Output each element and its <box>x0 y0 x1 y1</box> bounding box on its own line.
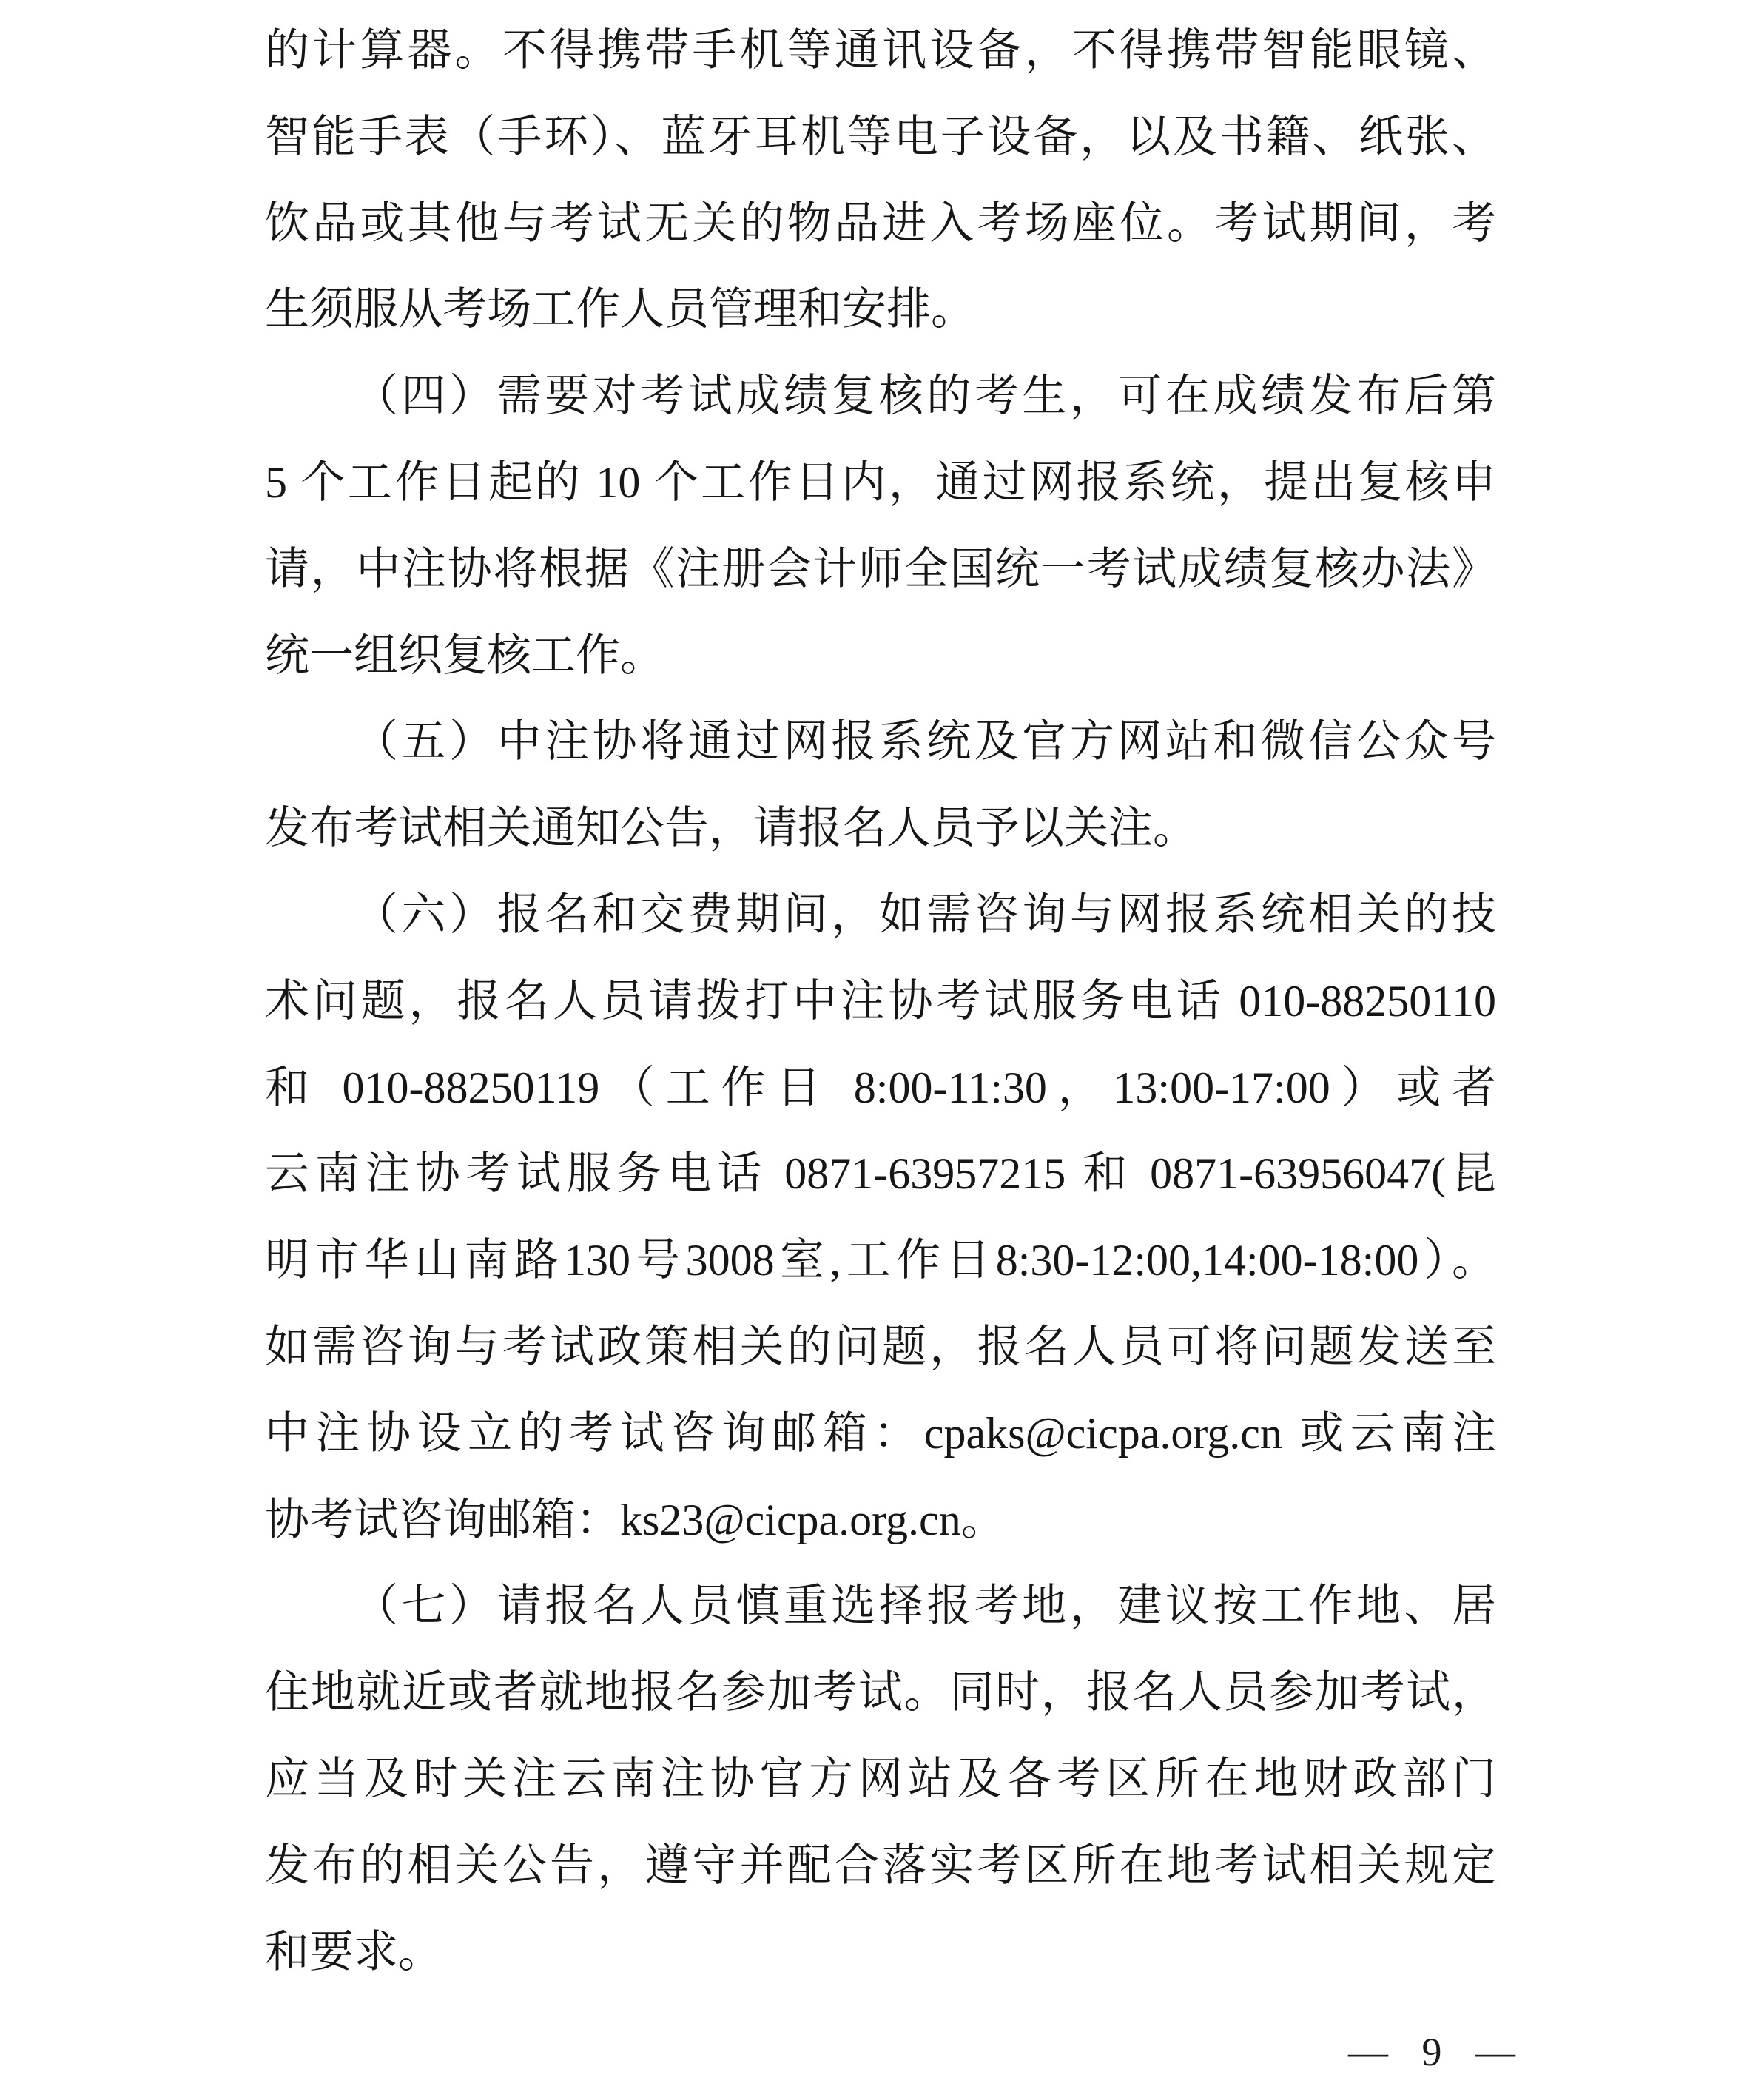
text-line: 5 个工作日起的 10 个工作日内，通过网报系统，提出复核申 <box>265 457 1496 507</box>
text-line: 和 010-88250119（工作日 8:00-11:30，13:00-17:00）或者 <box>265 1063 1496 1112</box>
text-line: 的计算器。不得携带手机等通讯设备，不得携带智能眼镜、 <box>265 26 1496 75</box>
text-line: 云南注协考试服务电话 0871-63957215 和 0871-63956047(昆 <box>265 1149 1496 1199</box>
text-line: 生须服从考场工作人员管理和安排。 <box>265 285 975 334</box>
page-number: — 9 — <box>1348 2030 1527 2074</box>
text-line: 智能手表（手环）、蓝牙耳机等电子设备，以及书籍、纸张、 <box>265 112 1496 161</box>
text-line: 统一组织复核工作。 <box>265 630 664 680</box>
text-line: （六）报名和交费期间，如需咨询与网报系统相关的技 <box>354 889 1496 939</box>
text-line: 请，中注协将根据《注册会计师全国统一考试成绩复核办法》 <box>265 544 1496 593</box>
text-line: （四）需要对考试成绩复核的考生，可在成绩发布后第 <box>354 371 1496 421</box>
document-body <box>265 7 1496 1995</box>
text-line: 应当及时关注云南注协官方网站及各考区所在地财政部门 <box>265 1754 1496 1803</box>
text-line: 协考试咨询邮箱：ks23@cicpa.org.cn。 <box>265 1495 1006 1544</box>
text-line: 发布的相关公告，遵守并配合落实考区所在地考试相关规定 <box>265 1840 1496 1890</box>
text-line: 和要求。 <box>265 1927 442 1977</box>
text-line: 住地就近或者就地报名参加考试。同时，报名人员参加考试， <box>265 1668 1496 1718</box>
text-line: 明市华山南路130号3008室,工作日8:30-12:00,14:00-18:00）。 <box>265 1236 1496 1285</box>
text-line: 如需咨询与考试政策相关的问题，报名人员可将问题发送至 <box>265 1322 1496 1371</box>
text-line: 中注协设立的考试咨询邮箱：cpaks@cicpa.org.cn 或云南注 <box>265 1408 1496 1458</box>
text-line: 发布考试相关通知公告，请报名人员予以关注。 <box>265 804 1197 853</box>
text-line: （五）中注协将通过网报系统及官方网站和微信公众号 <box>354 717 1496 767</box>
text-line: 饮品或其他与考试无关的物品进入考场座位。考试期间，考 <box>265 198 1496 248</box>
text-line: 术问题，报名人员请拨打中注协考试服务电话 010-88250110 <box>265 976 1496 1026</box>
text-line: （七）请报名人员慎重选择报考地，建议按工作地、居 <box>354 1581 1496 1631</box>
